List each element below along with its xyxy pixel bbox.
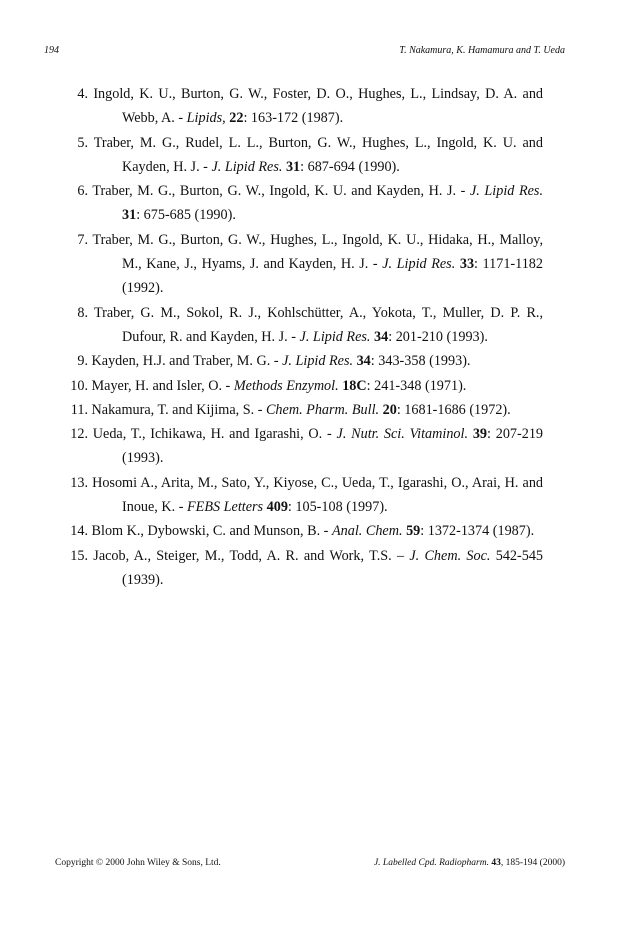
reference-item: [68, 544, 543, 593]
journal-citation-name: J. Labelled Cpd. Radiopharm.: [373, 858, 489, 868]
reference-number: 11.: [70, 401, 88, 418]
reference-volume: 34: [374, 328, 389, 345]
reference-number: 5.: [77, 134, 88, 151]
reference-pages-year: : 687-694 (1990).: [300, 158, 400, 175]
reference-journal: J. Nutr. Sci. Vitaminol.: [336, 426, 469, 443]
reference-authors: Blom K., Dybowski, C. and Munson, B. -: [91, 523, 332, 540]
reference-volume: 409: [266, 499, 288, 516]
reference-list: [68, 82, 543, 592]
reference-authors: Traber, M. G., Rudel, L. L., Burton, G. W., Hughes, L., Ingold, K. U. and Kayden, H. J. -: [93, 134, 543, 175]
reference-item: [68, 228, 543, 301]
reference-item: [68, 301, 543, 350]
reference-pages-year: : 1681-1686 (1972).: [396, 401, 511, 418]
reference-volume: 39: [472, 426, 487, 443]
reference-volume: 31: [285, 158, 301, 175]
reference-item: [68, 374, 543, 398]
reference-item: [68, 349, 543, 373]
reference-pages-year: : 207-219 (1993).: [122, 426, 544, 467]
reference-journal: J. Lipid Res.: [211, 158, 283, 175]
reference-authors: Mayer, H. and Isler, O. -: [91, 377, 234, 394]
reference-journal: J. Lipid Res.: [282, 353, 354, 370]
page-number: 194: [44, 45, 59, 56]
reference-item: [68, 398, 543, 422]
reference-pages-year: : 1171-1182 (1992).: [122, 256, 543, 297]
reference-journal: J. Lipid Res.: [469, 183, 544, 200]
reference-number: 10.: [70, 377, 88, 394]
running-header-authors: T. Nakamura, K. Hamamura and T. Ueda: [399, 45, 565, 56]
reference-pages-year: : 675-685 (1990).: [136, 207, 236, 224]
reference-volume: 34: [356, 353, 371, 370]
reference-item: [68, 519, 543, 543]
reference-authors: Traber, M. G., Burton, G. W., Ingold, K. U. and Kayden, H. J. -: [92, 183, 470, 200]
reference-number: 15.: [70, 547, 88, 564]
reference-journal: J. Lipid Res.: [299, 328, 371, 345]
reference-journal: Methods Enzymol.: [233, 377, 339, 394]
reference-authors: Jacob, A., Steiger, M., Todd, A. R. and Work, T.S. –: [93, 547, 410, 564]
reference-authors: Traber, G. M., Sokol, R. J., Kohlschütter, A., Yokota, T., Muller, D. P. R., Dufour, R. and Kayden, H. J. -: [93, 304, 544, 345]
reference-journal: FEBS Letters: [187, 499, 264, 516]
reference-number: 9.: [77, 353, 88, 370]
reference-item: [68, 131, 543, 180]
reference-number: 4.: [77, 86, 88, 102]
reference-journal: Lipids: [186, 110, 223, 127]
reference-item: [68, 179, 543, 228]
reference-volume: 18C: [342, 377, 367, 394]
reference-authors: Kayden, H.J. and Traber, M. G. -: [91, 353, 283, 370]
reference-number: 8.: [77, 304, 88, 321]
reference-authors: Nakamura, T. and Kijima, S. -: [91, 401, 266, 418]
reference-authors: Traber, M. G., Burton, G. W., Hughes, L., Ingold, K. U., Hidaka, H., Malloy, M., Kane, J., Hyams, J. and Kayden, H. J. -: [92, 231, 544, 273]
reference-item: [68, 82, 543, 131]
journal-citation-volume: 43: [491, 858, 501, 868]
reference-journal: Chem. Pharm. Bull.: [265, 401, 380, 418]
reference-volume: 20: [382, 401, 397, 418]
reference-pages-year: : 1372-1374 (1987).: [420, 523, 535, 540]
reference-number: 7.: [77, 231, 88, 248]
journal-citation: [374, 858, 565, 868]
reference-number: 14.: [70, 523, 88, 540]
reference-pages-year: : 163-172 (1987).: [243, 110, 344, 127]
reference-journal: J. Lipid Res.: [382, 256, 456, 273]
reference-volume: 59: [406, 523, 421, 540]
reference-pages-year: : 343-358 (1993).: [370, 353, 471, 370]
journal-citation-pages: , 185-194 (2000): [500, 858, 565, 868]
reference-pages-year: : 241-348 (1971).: [366, 377, 467, 394]
reference-authors: Ingold, K. U., Burton, G. W., Foster, D. O., Hughes, L., Lindsay, D. A. and Webb, A. -: [93, 86, 544, 127]
reference-pages-year: : 201-210 (1993).: [388, 328, 488, 345]
reference-journal: J. Chem. Soc.: [409, 547, 491, 564]
reference-volume: 33: [459, 256, 475, 273]
copyright-notice: Copyright © 2000 John Wiley & Sons, Ltd.: [55, 858, 221, 868]
reference-pages-year: 542-545 (1939).: [122, 547, 544, 588]
reference-authors: Hosomi A., Arita, M., Sato, Y., Kiyose, C., Ueda, T., Igarashi, O., Arai, H. and Inoue, K. -: [92, 474, 544, 516]
reference-item: [68, 471, 543, 520]
reference-volume: 31: [122, 207, 137, 224]
reference-authors: Ueda, T., Ichikawa, H. and Igarashi, O. -: [92, 426, 337, 443]
reference-volume: 22: [229, 110, 244, 127]
reference-number: 13.: [70, 474, 88, 491]
reference-journal: Anal. Chem.: [331, 523, 403, 540]
reference-number: 12.: [70, 426, 88, 443]
reference-pages-year: : 105-108 (1997).: [287, 499, 388, 516]
reference-separator: ,: [222, 110, 230, 127]
reference-item: [68, 422, 543, 471]
reference-number: 6.: [77, 183, 88, 200]
